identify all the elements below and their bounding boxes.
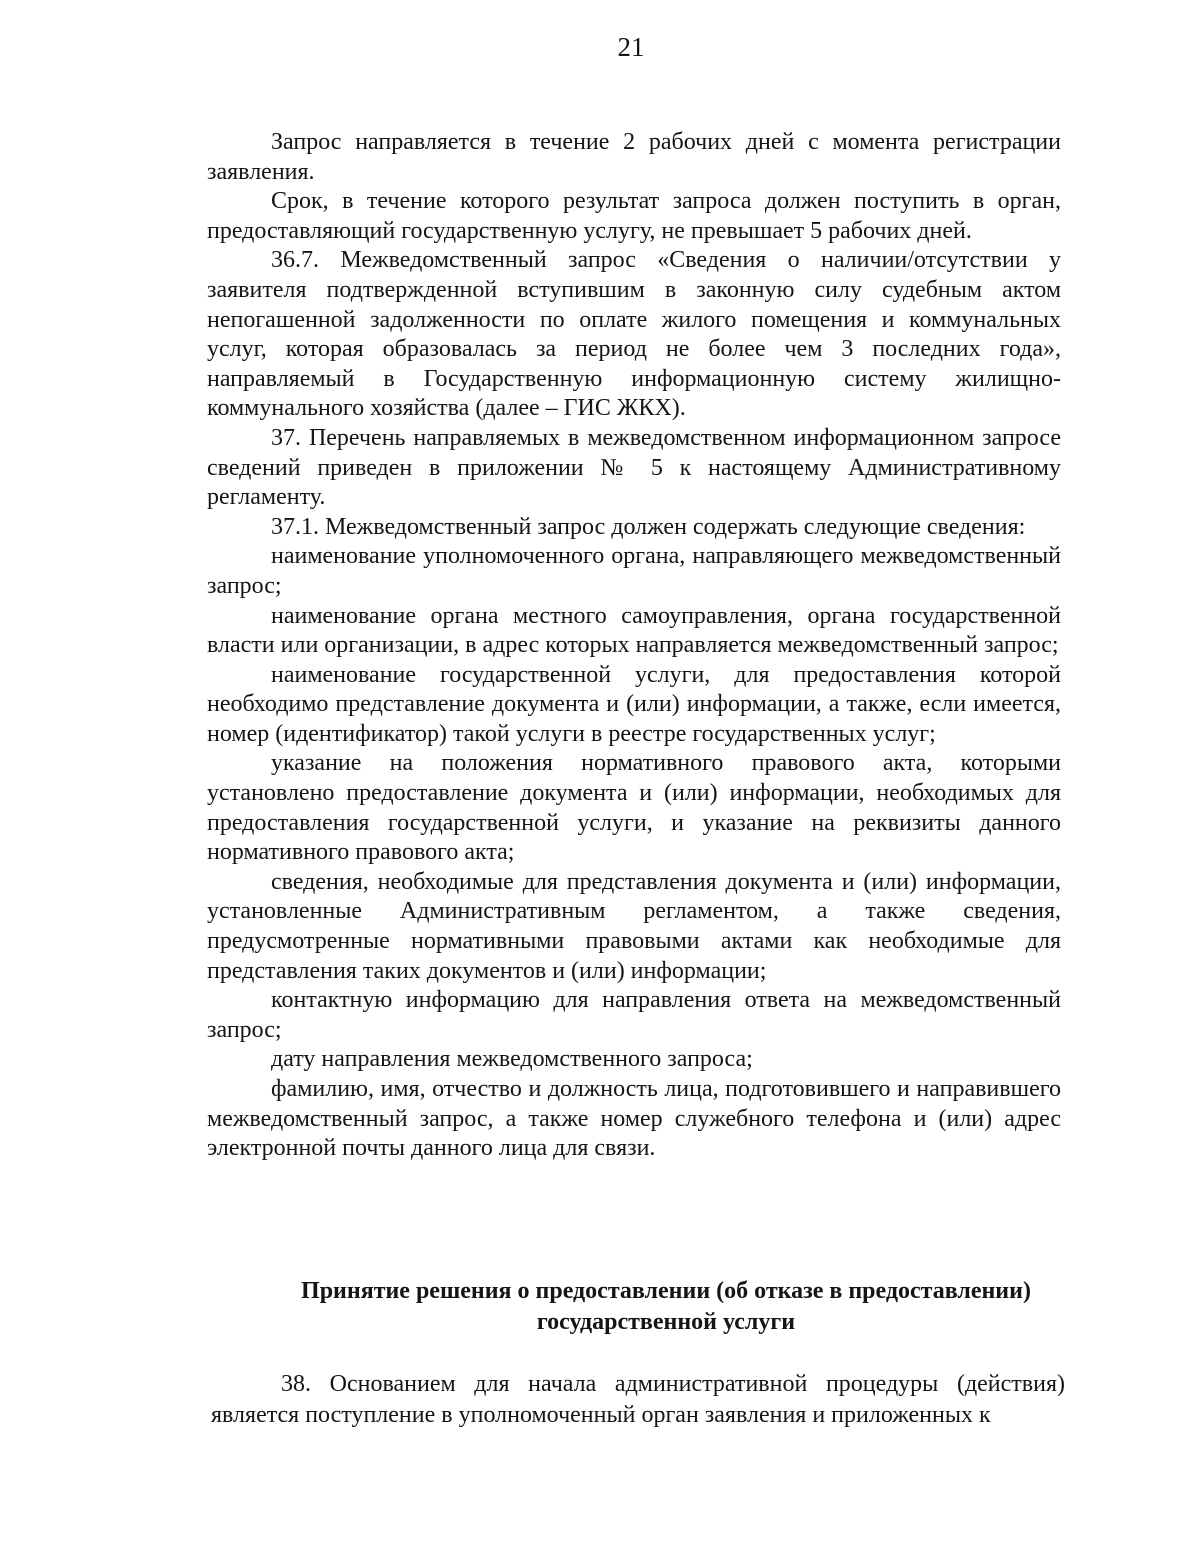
list-item: сведения, необходимые для представления документа и (или) информации, установленные Административным регламентом, а также сведения, предусмотренные нормативными правовыми актами как необходимые для представления таких документов и (или) информации; — [207, 868, 1061, 984]
list-item: наименование государственной услуги, для предоставления которой необходимо представление документа и (или) информации, а также, если имеется, номер (идентификатор) такой услуги в реестре государственных услуг; — [207, 661, 1061, 747]
list-item: фамилию, имя, отчество и должность лица, подготовившего и направившего межведомственный запрос, а также номер служебного телефона и (или) адрес электронной почты данного лица для связи. — [207, 1076, 1061, 1162]
section-heading-line: Принятие решения о предоставлении (об отказе в предоставлении) — [301, 1278, 1031, 1304]
paragraph: 38. Основанием для начала административной процедуры (действия) является поступление в уполномоченный орган заявления и приложенных к — [211, 1371, 1065, 1428]
paragraph: Запрос направляется в течение 2 рабочих дней с момента регистрации заявления. — [207, 129, 1061, 185]
paragraph: Срок, в течение которого результат запроса должен поступить в орган, предоставляющий государственную услугу, не превышает 5 рабочих дней. — [207, 188, 1061, 244]
list-item: указание на положения нормативного правового акта, которыми установлено предоставление документа и (или) информации, необходимых для предоставления государственной услуги, и указание на реквизиты данного нормативного правового акта; — [207, 750, 1061, 866]
section-heading-line: государственной услуги — [536, 1309, 796, 1335]
tail-text — [211, 1369, 1065, 1431]
paragraph: 36.7. Межведомственный запрос «Сведения о наличии/отсутствии у заявителя подтвержденной вступившим в законную силу судебным актом непогашенной задолженности по оплате жилого помещения и коммунальных услуг, которая образовалась за период не более чем 3 последних года», направляемый в Государственную информационную систему жилищно-коммунального хозяйства (далее – ГИС ЖКХ). — [207, 247, 1061, 422]
page-number: 21 — [617, 32, 645, 62]
body-text — [207, 128, 1061, 1164]
section-heading — [207, 1276, 1061, 1338]
paragraph: 37.1. Межведомственный запрос должен содержать следующие сведения: — [271, 513, 1026, 540]
paragraph: 37. Перечень направляемых в межведомственном информационном запросе сведений приведен в приложении № 5 к настоящему Административному регламенту. — [207, 424, 1061, 511]
list-item: наименование уполномоченного органа, направляющего межведомственный запрос; — [207, 543, 1061, 599]
list-item: дату направления межведомственного запроса; — [271, 1046, 753, 1073]
list-item: наименование органа местного самоуправления, органа государственной власти или организации, в адрес которых направляется межведомственный запрос; — [207, 602, 1061, 659]
list-item: контактную информацию для направления ответа на межведомственный запрос; — [207, 987, 1061, 1043]
